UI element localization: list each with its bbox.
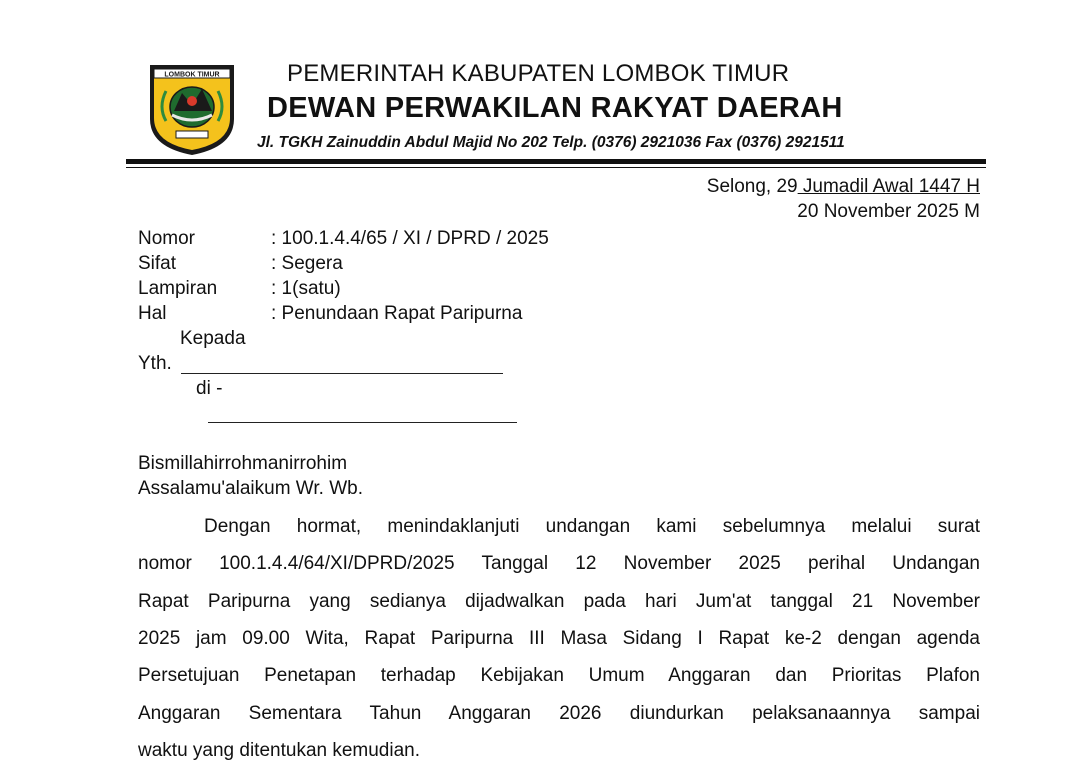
hijri-date: Jumadil Awal 1447 H bbox=[797, 176, 980, 197]
field-value: : 100.1.4.4/65 / XI / DPRD / 2025 bbox=[271, 228, 549, 249]
field-label: Nomor bbox=[138, 228, 196, 249]
greeting: Assalamu'alaikum Wr. Wb. bbox=[138, 478, 364, 499]
date-place: Selong, 29 bbox=[706, 176, 798, 197]
body-line: Rapat Paripurna yang sedianya dijadwalkan pada hari Jum'at tanggal 21 November bbox=[138, 591, 980, 612]
field-label: Sifat bbox=[138, 253, 177, 274]
body-line: 2025 jam 09.00 Wita, Rapat Paripurna III Masa Sidang I Rapat ke-2 dengan agenda bbox=[138, 628, 980, 649]
svg-text:LOMBOK TIMUR: LOMBOK TIMUR bbox=[164, 71, 220, 79]
addressee-kepada: Kepada bbox=[180, 328, 246, 349]
field-value: : Segera bbox=[271, 253, 343, 274]
field-value: : 1(satu) bbox=[271, 278, 341, 299]
letterhead-rule-thick bbox=[126, 159, 986, 164]
field-nomor bbox=[138, 228, 549, 250]
body-line: nomor 100.1.4.4/64/XI/DPRD/2025 Tanggal 12 November 2025 perihal Undangan bbox=[138, 553, 980, 574]
addressee-blank-line bbox=[181, 373, 503, 374]
date-hijri bbox=[707, 176, 980, 198]
lombok-timur-crest-logo bbox=[146, 61, 238, 157]
field-lampiran bbox=[138, 278, 341, 300]
field-hal bbox=[138, 303, 522, 325]
body-line: Anggaran Sementara Tahun Anggaran 2026 diundurkan pelaksanaannya sampai bbox=[138, 703, 980, 724]
government-name: PEMERINTAH KABUPATEN LOMBOK TIMUR bbox=[287, 60, 790, 87]
body-line: waktu yang ditentukan kemudian. bbox=[138, 740, 421, 761]
field-label: Hal bbox=[138, 303, 167, 324]
basmalah: Bismillahirrohmanirrohim bbox=[138, 453, 348, 474]
body-line: Dengan hormat, menindaklanjuti undangan kami sebelumnya melalui surat bbox=[204, 516, 980, 537]
council-name: DEWAN PERWAKILAN RAKYAT DAERAH bbox=[267, 92, 843, 124]
field-value: : Penundaan Rapat Paripurna bbox=[271, 303, 523, 324]
addressee-di: di - bbox=[196, 378, 223, 399]
body-line: Persetujuan Penetapan terhadap Kebijakan Umum Anggaran dan Prioritas Plafon bbox=[138, 665, 980, 686]
date-gregorian: 20 November 2025 M bbox=[797, 201, 980, 222]
field-sifat bbox=[138, 253, 343, 275]
field-label: Lampiran bbox=[138, 278, 218, 299]
office-address: Jl. TGKH Zainuddin Abdul Majid No 202 Telp. (0376) 2921036 Fax (0376) 2921511 bbox=[257, 134, 845, 151]
addressee-yth: Yth. bbox=[138, 353, 172, 374]
location-blank-line bbox=[208, 422, 517, 423]
letterhead-rule-thin bbox=[126, 167, 986, 168]
